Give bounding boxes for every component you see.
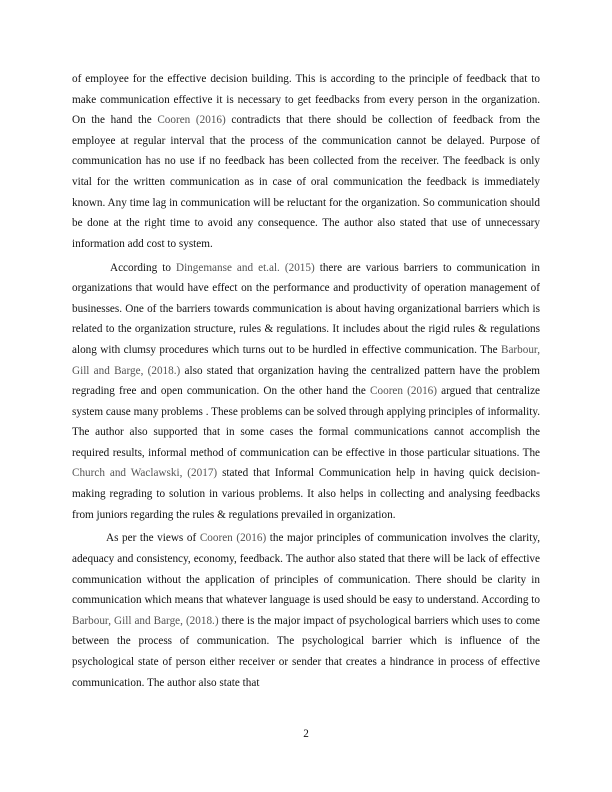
text-run: the major principles of communication involves the clarity, adequacy and consistency, economy, feedback. The author also stated that there will be lack of effective communication without the application of principles of communication. There should be clarity in communication which means that whatever language is used should be easy to understand. According to: [72, 532, 541, 607]
paragraph-1: [72, 69, 540, 254]
text-run: According to: [110, 261, 176, 274]
text-run: stated that Informal Communication help in having quick decision-making regrading to solution in various problems. It also helps in collecting and analysing feedbacks from juniors regarding the rules & regulations prevailed in organization.: [72, 467, 540, 521]
citation: Dingemanse and et.al. (2015): [175, 261, 315, 274]
page-number: 2: [303, 728, 309, 740]
citation: Cooren (2016): [157, 114, 226, 127]
text-run: also stated that organization having the centralized pattern have the problem regrading free and open communication. On the other hand the: [72, 364, 540, 398]
body-text: [72, 69, 540, 696]
text-run: As per the views of: [106, 532, 200, 545]
citation: Cooren (2016): [370, 385, 437, 398]
text-run: there is the major impact of psychological barriers which uses to come between the process of communication. The psychological barrier which is influence of the psychological state of person either receiver or sender that creates a hindrance in process of effective communication. The author also state that: [72, 614, 540, 689]
citation: Barbour, Gill and Barge, (2018.): [72, 614, 219, 627]
text-run: contradicts that there should be collection of feedback from the employee at regular interval that the process of the communication cannot be delayed. Purpose of communication has no use if no feedback has been collected from the receiver. The feedback is only vital for the written communication as in case of oral communication the feedback is immediately known. Any time lag in communication will be reluctant for the organization. So communication should be done at the right time to avoid any consequence. The author also stated that use of unnecessary information add cost to system.: [72, 114, 540, 250]
text-run: of employee for the effective decision building. This is according to the principle of feedback that to make communication effective it is necessary to get feedbacks from every person in the organization. On the hand the: [72, 73, 540, 127]
text-run: argued that centralize system cause many problems . These problems can be solved through applying principles of informality. The author also supported that in some cases the formal communications cannot accomplish the required results, informal method of communication can be effective in those particular situations. The: [72, 385, 540, 459]
paragraph-3: [72, 528, 540, 693]
citation: Barbour, Gill and Barge, (2018.): [72, 343, 540, 377]
citation: Cooren (2016): [199, 532, 267, 545]
citation: Church and Waclawski, (2017): [72, 467, 218, 480]
text-run: there are various barriers to communication in organizations that would have effect on the performance and productivity of operation management of businesses. One of the barriers towards communication is about having organizational barriers which is related to the organization structure, rules & regulations. It includes about the rigid rules & regulations along with clumsy procedures which turns out to be hurdled in effective communication. The: [72, 261, 540, 356]
paragraph-2: [72, 258, 540, 526]
